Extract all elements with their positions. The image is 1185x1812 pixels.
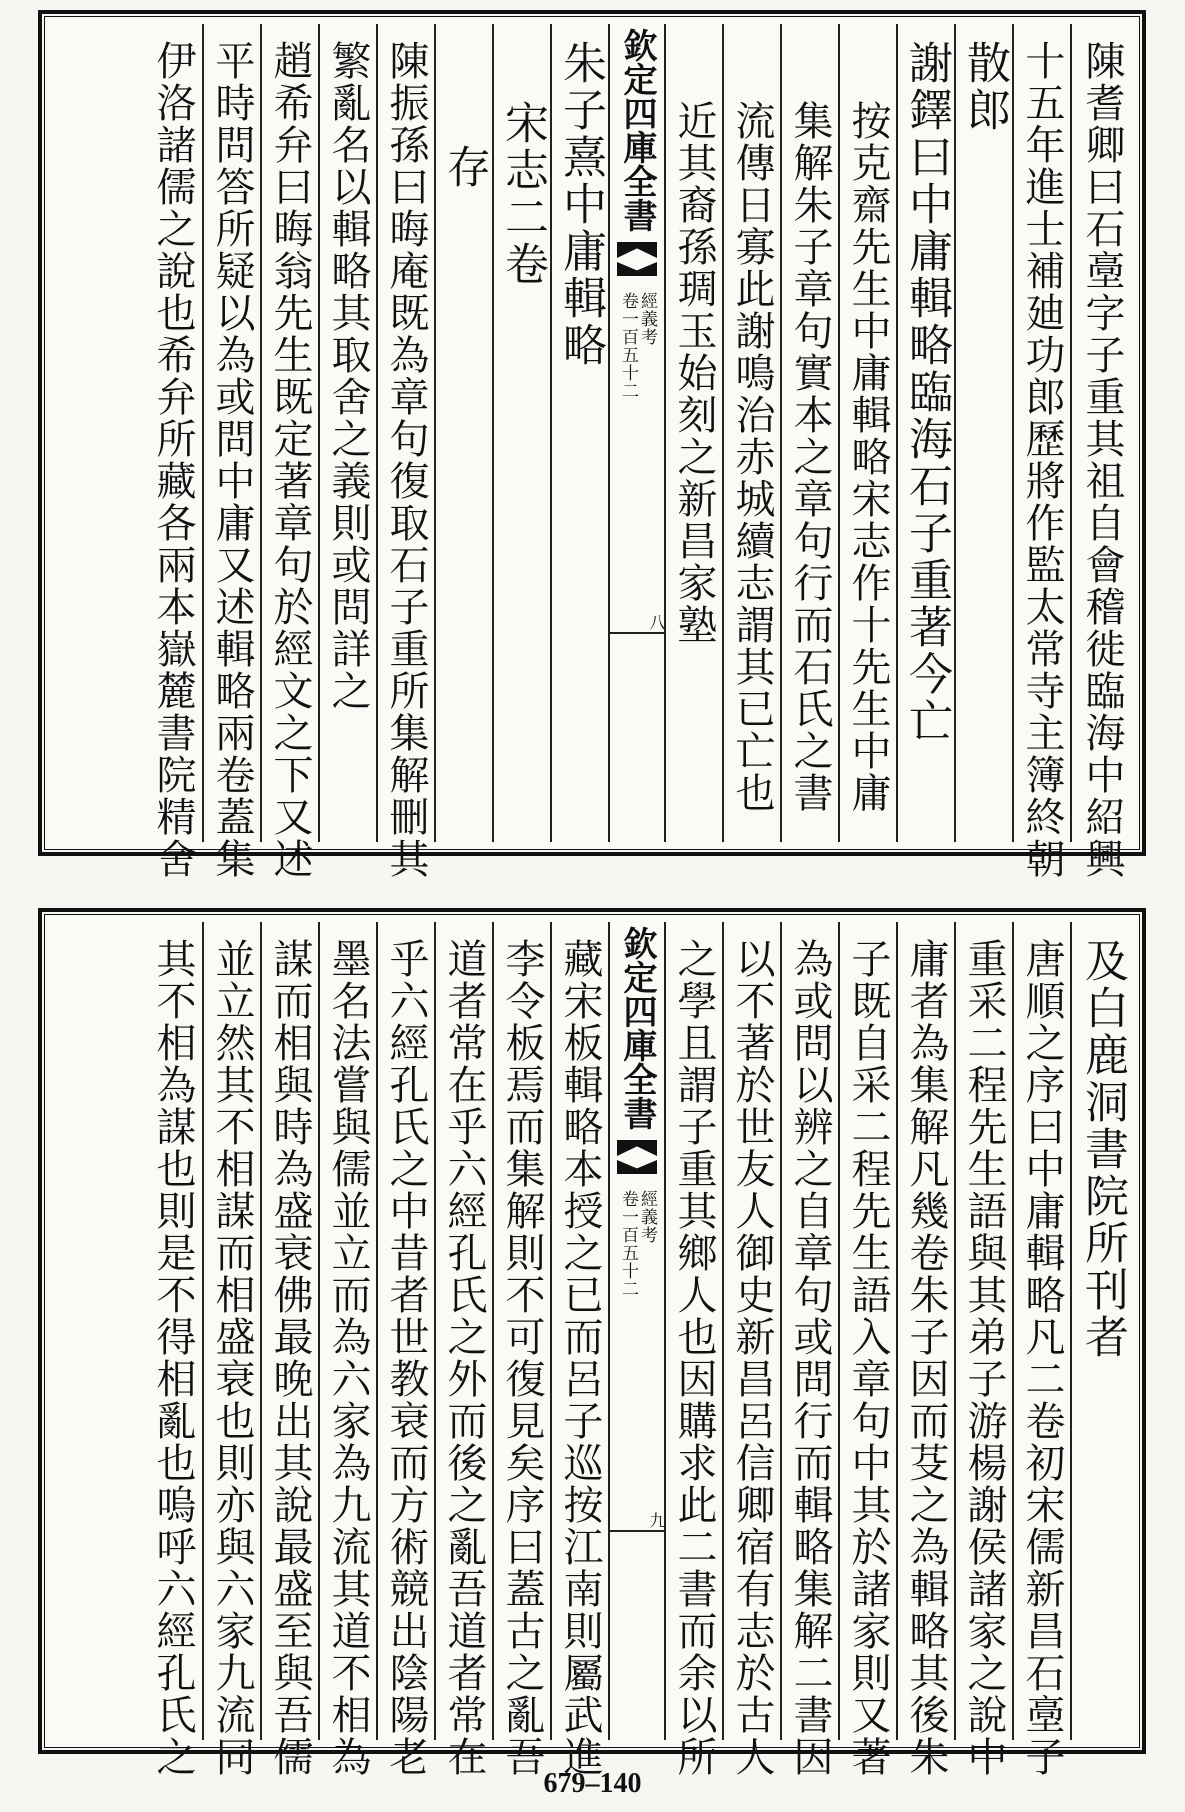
column-text: 朱子熹中庸輯略 [555, 40, 606, 369]
column-text: 趙希弁曰晦翁先生既定著章句於經文之下又述 [267, 40, 313, 880]
folio-number: 九 [647, 1512, 666, 1528]
column-text: 謀而相與時為盛衰佛最晚出其說最盛至與吾儒 [267, 938, 313, 1778]
book-title: 欽定四庫全書 [617, 28, 657, 232]
top-page [38, 10, 1146, 880]
column-text: 乎六經孔氏之中昔者世教衰而方術競出陰陽老 [383, 938, 429, 1778]
column-text: 散郎 [959, 40, 1010, 134]
column-text: 近其裔孫琱玉始刻之新昌家塾 [671, 100, 717, 646]
column-text: 藏宋板輯略本授之已而呂子巡按江南則屬武進 [557, 938, 603, 1778]
text-column [664, 24, 722, 842]
text-column [954, 922, 1012, 1778]
text-column [202, 922, 260, 1778]
text-column [1012, 24, 1070, 880]
text-column [1070, 922, 1132, 1740]
bottom-page [38, 908, 1146, 1778]
column-text: 集解朱子章句實本之章句行而石氏之書 [787, 100, 833, 814]
text-column [838, 922, 896, 1778]
column-text: 之學且謂子重其鄉人也因購求此二書而余以所 [671, 938, 717, 1778]
center-fold [608, 922, 664, 1740]
column-text: 為或問以辨之自章句或問行而輯略集解二書因 [787, 938, 833, 1778]
juan-number: 卷一百五十二 [618, 1190, 638, 1298]
column-text: 並立然其不相謀而相盛衰也則亦與六家九流同 [209, 938, 255, 1778]
text-column [202, 24, 260, 880]
juan-number: 卷一百五十二 [618, 292, 638, 400]
text-column [780, 24, 838, 842]
column-text: 宋志二卷 [497, 100, 548, 288]
column-text: 伊洛諸儒之說也希弁所藏各兩本嶽麓書院精舍 [150, 40, 196, 880]
text-column [260, 922, 318, 1778]
text-column [550, 922, 608, 1778]
work-title: 經義考 [637, 1190, 657, 1244]
text-column [896, 922, 954, 1778]
text-column [144, 922, 202, 1778]
text-column [376, 922, 434, 1778]
text-column [434, 922, 492, 1778]
column-text: 重采二程先生語與其弟子游楊謝侯諸家之說中 [961, 938, 1007, 1778]
column-text: 十五年進士補廸功郎歷將作監太常寺主簿終朝 [1019, 40, 1065, 880]
fish-tail-ornament-icon [617, 1140, 657, 1174]
text-column [896, 24, 954, 842]
column-text: 庸者為集解凡幾卷朱子因而芟之為輯略其後朱 [903, 938, 949, 1778]
text-column [722, 922, 780, 1778]
folio-number: 八 [647, 614, 666, 630]
column-text: 流傳日寡此謝鳴治赤城續志謂其已亡也 [729, 100, 775, 814]
text-column [376, 24, 434, 880]
text-column [664, 922, 722, 1778]
text-column [780, 922, 838, 1778]
column-text: 唐順之序曰中庸輯略凡二卷初宋儒新昌石㙜子 [1019, 938, 1065, 1778]
page-number-footer: 679–140 [543, 1768, 642, 1799]
column-text: 存 [439, 144, 490, 191]
column-text: 陳振孫曰晦庵既為章句復取石子重所集解刪其 [383, 40, 429, 880]
text-column [722, 24, 780, 842]
text-column [492, 922, 550, 1778]
column-text: 李令板焉而集解則不可復見矣序曰蓋古之亂吾 [499, 938, 545, 1778]
text-column [954, 24, 1012, 842]
center-rule [610, 632, 664, 634]
center-subtitle [610, 292, 664, 400]
text-column [318, 24, 376, 842]
column-text: 道者常在乎六經孔氏之外而後之亂吾道者常在 [441, 938, 487, 1778]
text-column [318, 922, 376, 1778]
column-text: 及白鹿洞書院所刊者 [1077, 938, 1128, 1361]
text-column [1012, 922, 1070, 1778]
text-column [550, 24, 608, 842]
text-column [434, 24, 492, 842]
top-columns [52, 24, 1132, 880]
text-column [144, 24, 202, 880]
center-rule [610, 1530, 664, 1532]
bottom-columns [52, 922, 1132, 1778]
fish-tail-ornament-icon [617, 242, 657, 276]
text-column [260, 24, 318, 880]
column-text: 其不相為謀也則是不得相亂也嗚呼六經孔氏之 [150, 938, 196, 1778]
column-text: 謝鐸曰中庸輯略臨海石子重著今亡 [901, 40, 952, 745]
column-text: 墨名法嘗與儒並立而為六家為九流其道不相為 [325, 938, 371, 1778]
column-text: 以不著於世友人御史新昌呂信卿宿有志於古人 [729, 938, 775, 1778]
text-column [492, 24, 550, 842]
column-text: 子既自采二程先生語入章句中其於諸家則又著 [845, 938, 891, 1778]
center-subtitle [610, 1190, 664, 1298]
column-text: 陳耆卿曰石㙜字子重其祖自會稽徙臨海中紹興 [1079, 40, 1125, 880]
column-text: 平時問答所疑以為或問中庸又述輯略兩卷蓋集 [209, 40, 255, 880]
work-title: 經義考 [637, 292, 657, 346]
text-column [838, 24, 896, 842]
column-text: 繁亂名以輯略其取舍之義則或問詳之 [325, 40, 371, 712]
center-fold [608, 24, 664, 842]
book-title: 欽定四庫全書 [617, 926, 657, 1130]
text-column [1070, 24, 1132, 880]
column-text: 按克齋先生中庸輯略宋志作十先生中庸 [845, 100, 891, 814]
